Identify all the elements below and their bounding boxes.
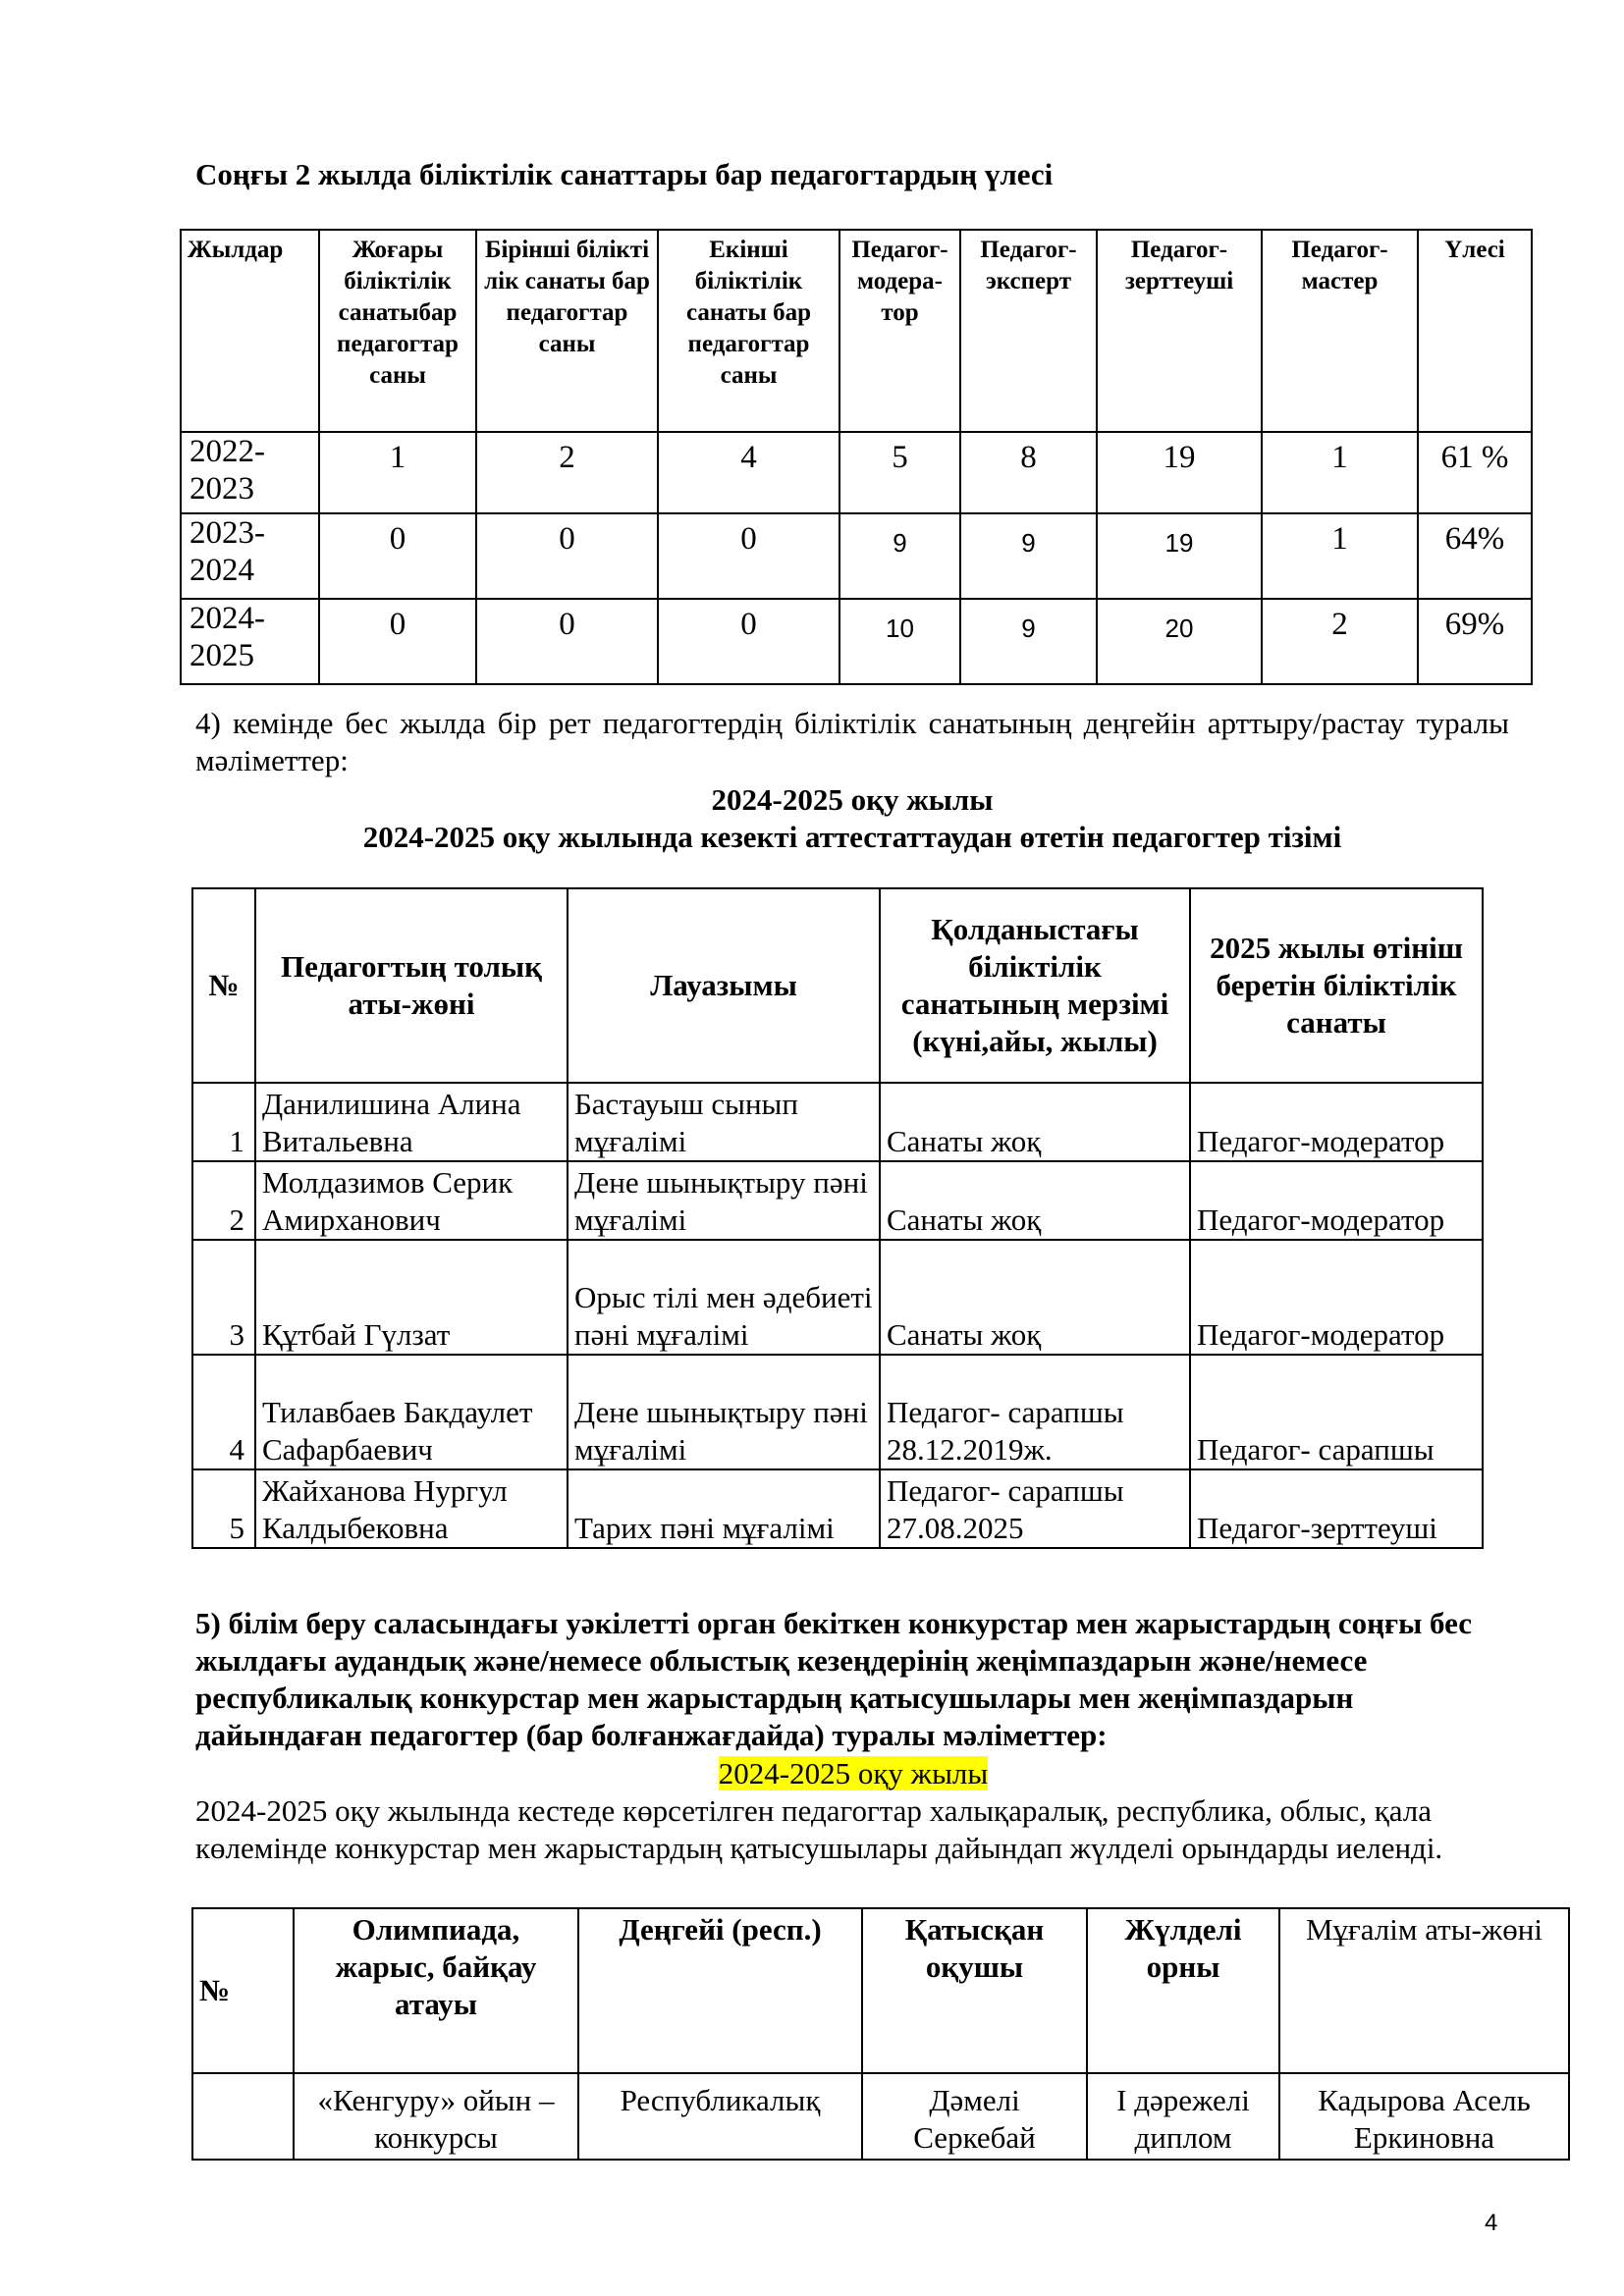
- table-row: [181, 513, 1532, 599]
- row-number: 5: [192, 1469, 255, 1548]
- column-header: Лауазымы: [568, 888, 880, 1083]
- position: Орыс тілі мен әдебиеті пәні мұғалімі: [568, 1240, 880, 1355]
- section4-year-heading: 2024-2025 оқу жылы: [711, 782, 994, 817]
- table-row: [192, 1469, 1483, 1548]
- value-cell: 9: [960, 513, 1097, 599]
- value-cell: 1: [1262, 432, 1418, 513]
- section4-intro: 4) кемінде бес жылда бір рет педагогтердің біліктілік санатының деңгейін арттыру/растау туралы мәліметтер:: [195, 706, 1509, 777]
- teacher-name: Кадырова Асель Еркиновна: [1279, 2073, 1569, 2160]
- value-cell: 5: [839, 432, 960, 513]
- value-cell: 20: [1097, 599, 1262, 684]
- target-category: Педагог-модератор: [1190, 1240, 1483, 1355]
- value-cell: 0: [319, 599, 476, 684]
- position: Дене шынықтыру пәні мұғалімі: [568, 1161, 880, 1240]
- competition-table: [191, 1907, 1570, 2161]
- qualification-share-table: [180, 229, 1533, 685]
- section1-title: Соңғы 2 жылда біліктілік санаттары бар педагогтардың үлесі: [195, 157, 1054, 191]
- section5-paragraph: 2024-2025 оқу жылында кестеде көрсетілген педагогтар халықаралық, республика, облыс, қала көлемінде конкурстар мен жарыстардың қатысушылары дайындап жүлделі орындарды иеленді.: [195, 1793, 1443, 1865]
- column-header: Олимпиада, жарыс, байқау атауы: [294, 1908, 578, 2073]
- value-cell: 0: [319, 513, 476, 599]
- current-category: Санаты жоқ: [880, 1083, 1190, 1161]
- attestation-table: [191, 887, 1484, 1549]
- column-header: Үлесі: [1418, 230, 1532, 432]
- value-cell: 9: [960, 599, 1097, 684]
- value-cell: 2: [476, 432, 658, 513]
- table-header-row: [192, 888, 1483, 1083]
- row-number: [192, 2073, 294, 2160]
- value-cell: 0: [658, 513, 839, 599]
- column-header: Екінші біліктілік санаты бар педагогтар саны: [658, 230, 839, 432]
- year-cell: 2022-2023: [181, 432, 319, 513]
- value-cell: 1: [1262, 513, 1418, 599]
- competition-level: Республикалық: [578, 2073, 862, 2160]
- column-header: Қатысқан оқушы: [862, 1908, 1087, 2073]
- teacher-name: Жайханова Нургул Калдыбековна: [255, 1469, 568, 1548]
- table-row: [192, 1083, 1483, 1161]
- column-header: Жылдар: [181, 230, 319, 432]
- current-category: Санаты жоқ: [880, 1240, 1190, 1355]
- value-cell: 10: [839, 599, 960, 684]
- table-header-row: [192, 1908, 1569, 2073]
- section4-list-heading: 2024-2025 оқу жылында кезекті аттестаттаудан өтетін педагогтер тізімі: [362, 820, 1342, 854]
- share-cell: 61 %: [1418, 432, 1532, 513]
- position: Бастауыш сынып мұғалімі: [568, 1083, 880, 1161]
- target-category: Педагог-зерттеуші: [1190, 1469, 1483, 1548]
- year-cell: 2023-2024: [181, 513, 319, 599]
- table-row: [192, 1240, 1483, 1355]
- column-header: Бірінші білікті лік санаты бар педагогтар саны: [476, 230, 658, 432]
- column-header: Педагог-мастер: [1262, 230, 1418, 432]
- value-cell: 19: [1097, 432, 1262, 513]
- teacher-name: Тилавбаев Бакдаулет Сафарбаевич: [255, 1355, 568, 1469]
- target-category: Педагог-модератор: [1190, 1161, 1483, 1240]
- table-row: [192, 1355, 1483, 1469]
- column-header: Педагог-модера-тор: [839, 230, 960, 432]
- table-row: [181, 432, 1532, 513]
- column-header: Педагогтың толық аты-жөні: [255, 888, 568, 1083]
- value-cell: 2: [1262, 599, 1418, 684]
- teacher-name: Құтбай Гүлзат: [255, 1240, 568, 1355]
- section5-year-heading: 2024-2025 оқу жылы: [718, 1756, 989, 1790]
- student-name: Дәмелі Серкебай: [862, 2073, 1087, 2160]
- value-cell: 8: [960, 432, 1097, 513]
- column-header: Деңгейі (респ.): [578, 1908, 862, 2073]
- year-cell: 2024-2025: [181, 599, 319, 684]
- row-number: 2: [192, 1161, 255, 1240]
- position: Тарих пәні мұғалімі: [568, 1469, 880, 1548]
- teacher-name: Данилишина Алина Витальевна: [255, 1083, 568, 1161]
- competition-name: «Кенгуру» ойын –конкурсы: [294, 2073, 578, 2160]
- column-header: №: [192, 1908, 294, 2073]
- value-cell: 0: [476, 599, 658, 684]
- value-cell: 1: [319, 432, 476, 513]
- page-number: 4: [1485, 2210, 1498, 2236]
- column-header: 2025 жылы өтініш беретін біліктілік санаты: [1190, 888, 1483, 1083]
- current-category: Педагог- сарапшы 28.12.2019ж.: [880, 1355, 1190, 1469]
- column-header: №: [192, 888, 255, 1083]
- value-cell: 0: [476, 513, 658, 599]
- teacher-name: Молдазимов Серик Амирханович: [255, 1161, 568, 1240]
- value-cell: 19: [1097, 513, 1262, 599]
- table-row: [181, 599, 1532, 684]
- current-category: Санаты жоқ: [880, 1161, 1190, 1240]
- share-cell: 64%: [1418, 513, 1532, 599]
- column-header: Жоғары біліктілік санатыбар педагогтар саны: [319, 230, 476, 432]
- prize-place: І дәрежелі диплом: [1087, 2073, 1279, 2160]
- target-category: Педагог- сарапшы: [1190, 1355, 1483, 1469]
- column-header: Педагог-зерттеуші: [1097, 230, 1262, 432]
- section5-heading: 5) білім беру саласындағы уәкілетті орган бекіткен конкурстар мен жарыстардың соңғы бес жылдағы аудандық және/немесе облыстық кезеңдерінің жеңімпаздарын және/немесе республикалық конкурстар мен жарыстардың қатысушылары мен жеңімпаздарын дайындаған педагогтер (бар болғанжағдайда) туралы мәліметтер:: [195, 1606, 1473, 1752]
- row-number: 3: [192, 1240, 255, 1355]
- current-category: Педагог- сарапшы 27.08.2025: [880, 1469, 1190, 1548]
- table-header-row: [181, 230, 1532, 432]
- value-cell: 0: [658, 599, 839, 684]
- row-number: 4: [192, 1355, 255, 1469]
- value-cell: 4: [658, 432, 839, 513]
- column-header: Мұғалім аты-жөні: [1279, 1908, 1569, 2073]
- value-cell: 9: [839, 513, 960, 599]
- column-header: Қолданыстағы біліктілік санатының мерзімі (күні,айы, жылы): [880, 888, 1190, 1083]
- position: Дене шынықтыру пәні мұғалімі: [568, 1355, 880, 1469]
- row-number: 1: [192, 1083, 255, 1161]
- share-cell: 69%: [1418, 599, 1532, 684]
- section5-year-line: [195, 1755, 1511, 1792]
- column-header: Педагог-эксперт: [960, 230, 1097, 432]
- column-header: Жүлделі орны: [1087, 1908, 1279, 2073]
- table-row: [192, 2073, 1569, 2160]
- target-category: Педагог-модератор: [1190, 1083, 1483, 1161]
- table-row: [192, 1161, 1483, 1240]
